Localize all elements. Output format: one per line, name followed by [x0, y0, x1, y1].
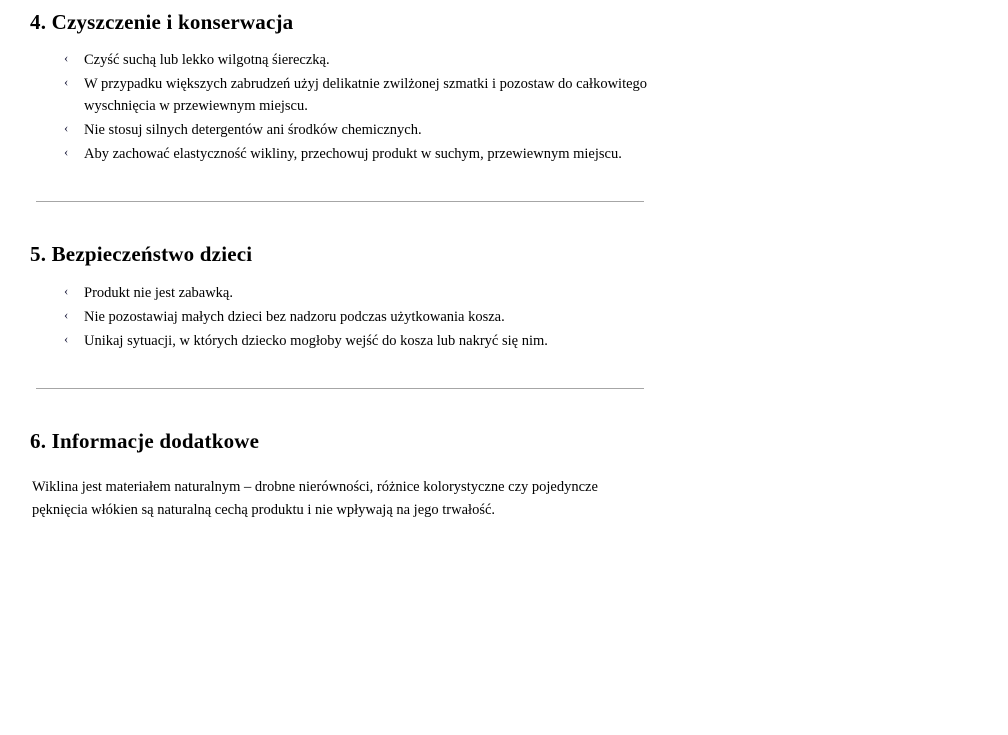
bullet-icon: ‹: [64, 306, 69, 322]
list-item: [58, 73, 684, 117]
list-item-text: Aby zachować elastyczność wikliny, przechowuj produkt w suchym, przewiewnym miejscu.: [84, 146, 622, 163]
section-additional-info: [30, 429, 978, 522]
section-heading-cleaning: 4. Czyszczenie i konserwacja: [30, 10, 294, 34]
additional-info-paragraph: Wiklina jest materiałem naturalnym – drobne nierówności, różnice kolorystyczne czy pojedyncze pęknięcia włókien są naturalną cechą produktu i nie wpływają na jego trwałość.: [32, 478, 598, 518]
bullet-icon: ‹: [64, 74, 69, 90]
bullet-icon: ‹: [64, 330, 69, 346]
bullet-icon: ‹: [64, 282, 69, 298]
list-item: [58, 282, 684, 304]
section-heading-child-safety: 5. Bezpieczeństwo dzieci: [30, 242, 253, 267]
spacer: [30, 354, 978, 388]
section-child-safety: [30, 242, 978, 351]
list-item-text: Nie pozostawiaj małych dzieci bez nadzoru podczas użytkowania kosza.: [84, 308, 505, 325]
spacer: [30, 167, 978, 201]
list-item: [58, 143, 684, 165]
spacer: [30, 202, 978, 242]
list-item-text: Produkt nie jest zabawką.: [84, 284, 233, 301]
bullet-list-cleaning: [30, 49, 978, 165]
bullet-list-child-safety: [30, 282, 978, 352]
list-item-text: Czyść suchą lub lekko wilgotną śiereczką.: [84, 52, 330, 69]
list-item-text: W przypadku większych zabrudzeń użyj delikatnie zwilżonej szmatki i pozostaw do całkowitego wyschnięcia w przewiewnym miejscu.: [84, 76, 648, 115]
list-item: [58, 119, 684, 141]
section-cleaning: [30, 10, 978, 165]
bullet-icon: ‹: [64, 50, 69, 66]
list-item-text: Unikaj sytuacji, w których dziecko mogłoby wejść do kosza lub nakryć się nim.: [84, 332, 548, 349]
section-heading-additional-info: 6. Informacje dodatkowe: [30, 428, 260, 453]
bullet-icon: ‹: [64, 144, 69, 160]
list-item-text: Nie stosuj silnych detergentów ani środków chemicznych.: [84, 122, 422, 139]
list-item: [58, 306, 684, 328]
list-item: [58, 49, 684, 71]
list-item: [58, 330, 684, 352]
spacer: [30, 389, 978, 429]
bullet-icon: ‹: [64, 120, 69, 136]
